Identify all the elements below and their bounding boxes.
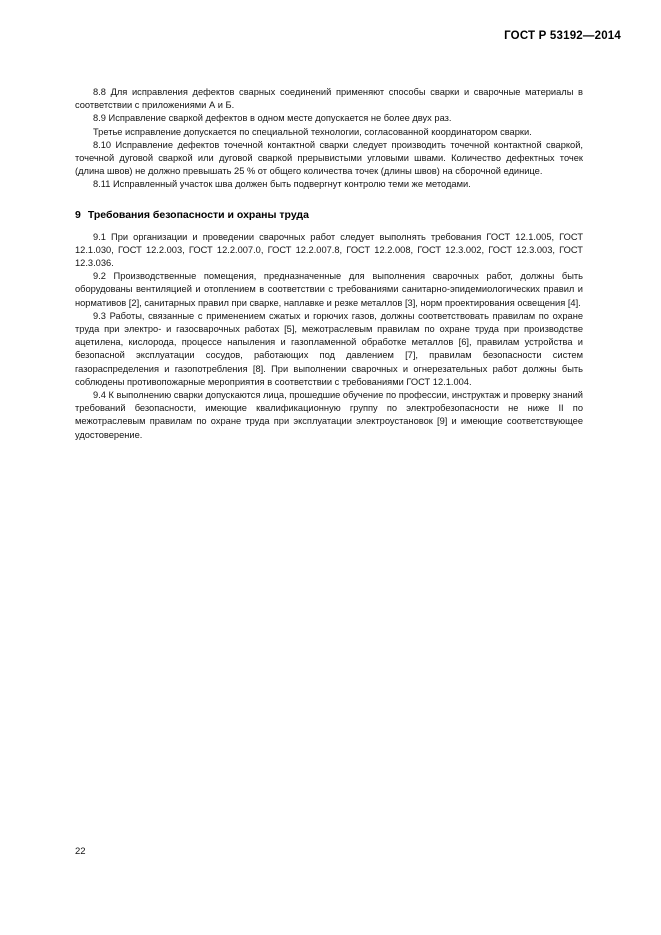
page-content (75, 86, 583, 442)
paragraph-9-4: 9.4 К выполнению сварки допускаются лица, прошедшие обучение по профессии, инструктаж и проверку знаний требований безопасности, имеющие квалификационную группу по электробезопасности не ниже II по межотраслевым правилам по охране труда при эксплуатации электроустановок [9] и имеющие соответствующее удостоверение. (75, 390, 583, 440)
paragraph-8-8: 8.8 Для исправления дефектов сварных соединений применяют способы сварки и сварочные материалы в соответствии с приложениями А и Б. (75, 87, 583, 111)
paragraph-9-3: 9.3 Работы, связанные с применением сжатых и горючих газов, должны соответствовать правилам по охране труда при электро- и газосварочных работах [5], межотраслевым правилам по охране труда при производстве ацетилена, кислорода, процессе напыления и газопламенной обработке металлов [6], правилам устройства и безопасной эксплуатации сосудов, работающих под давлением [7], правилам безопасности систем газораспределения и газопотребления [8]. При выполнении сварочных и огнерезательных работ должны быть соблюдены противопожарные мероприятия в соответствии с требованиями ГОСТ 12.1.004. (75, 310, 583, 387)
section-heading (75, 209, 583, 221)
section-title-text: Требования безопасности и охраны труда (87, 208, 309, 221)
paragraph-8-9-note: Третье исправление допускается по специальной технологии, согласованной координатором сварки. (93, 126, 532, 137)
paragraph-8-10: 8.10 Исправление дефектов точечной контактной сварки следует производить точечной контактной сваркой, точечной дуговой сваркой или дуговой сваркой прерывистыми угловыми швами. Количество дефектных точек (длина швов) не должно превышать 25 % от общего количества точек (длины швов) на сборочной единице. (75, 139, 583, 177)
paragraph-8-11: 8.11 Исправленный участок шва должен быть подвергнут контролю теми же методами. (93, 179, 471, 190)
paragraph-8-9: 8.9 Исправление сваркой дефектов в одном месте допускается не более двух раз. (93, 113, 452, 124)
paragraph-9-2: 9.2 Производственные помещения, предназначенные для выполнения сварочных работ, должны быть оборудованы вентиляцией и отоплением в соответствии с требованиями санитарно-эпидемиологических правил и нормативов [2], санитарных правил при сварке, наплавке и резке металлов [3], норм проектирования освещения [4]. (75, 271, 583, 308)
section-number: 9 (75, 208, 81, 221)
page-header-standard-number: ГОСТ Р 53192—2014 (504, 30, 621, 42)
paragraph-9-1: 9.1 При организации и проведении сварочных работ следует выполнять требования ГОСТ 12.1.005, ГОСТ 12.1.030, ГОСТ 12.2.003, ГОСТ 12.2.007.0, ГОСТ 12.2.007.8, ГОСТ 12.2.008, ГОСТ 12.3.002, ГОСТ 12.3.003, ГОСТ 12.3.036. (75, 231, 583, 269)
page-number: 22 (75, 846, 86, 857)
